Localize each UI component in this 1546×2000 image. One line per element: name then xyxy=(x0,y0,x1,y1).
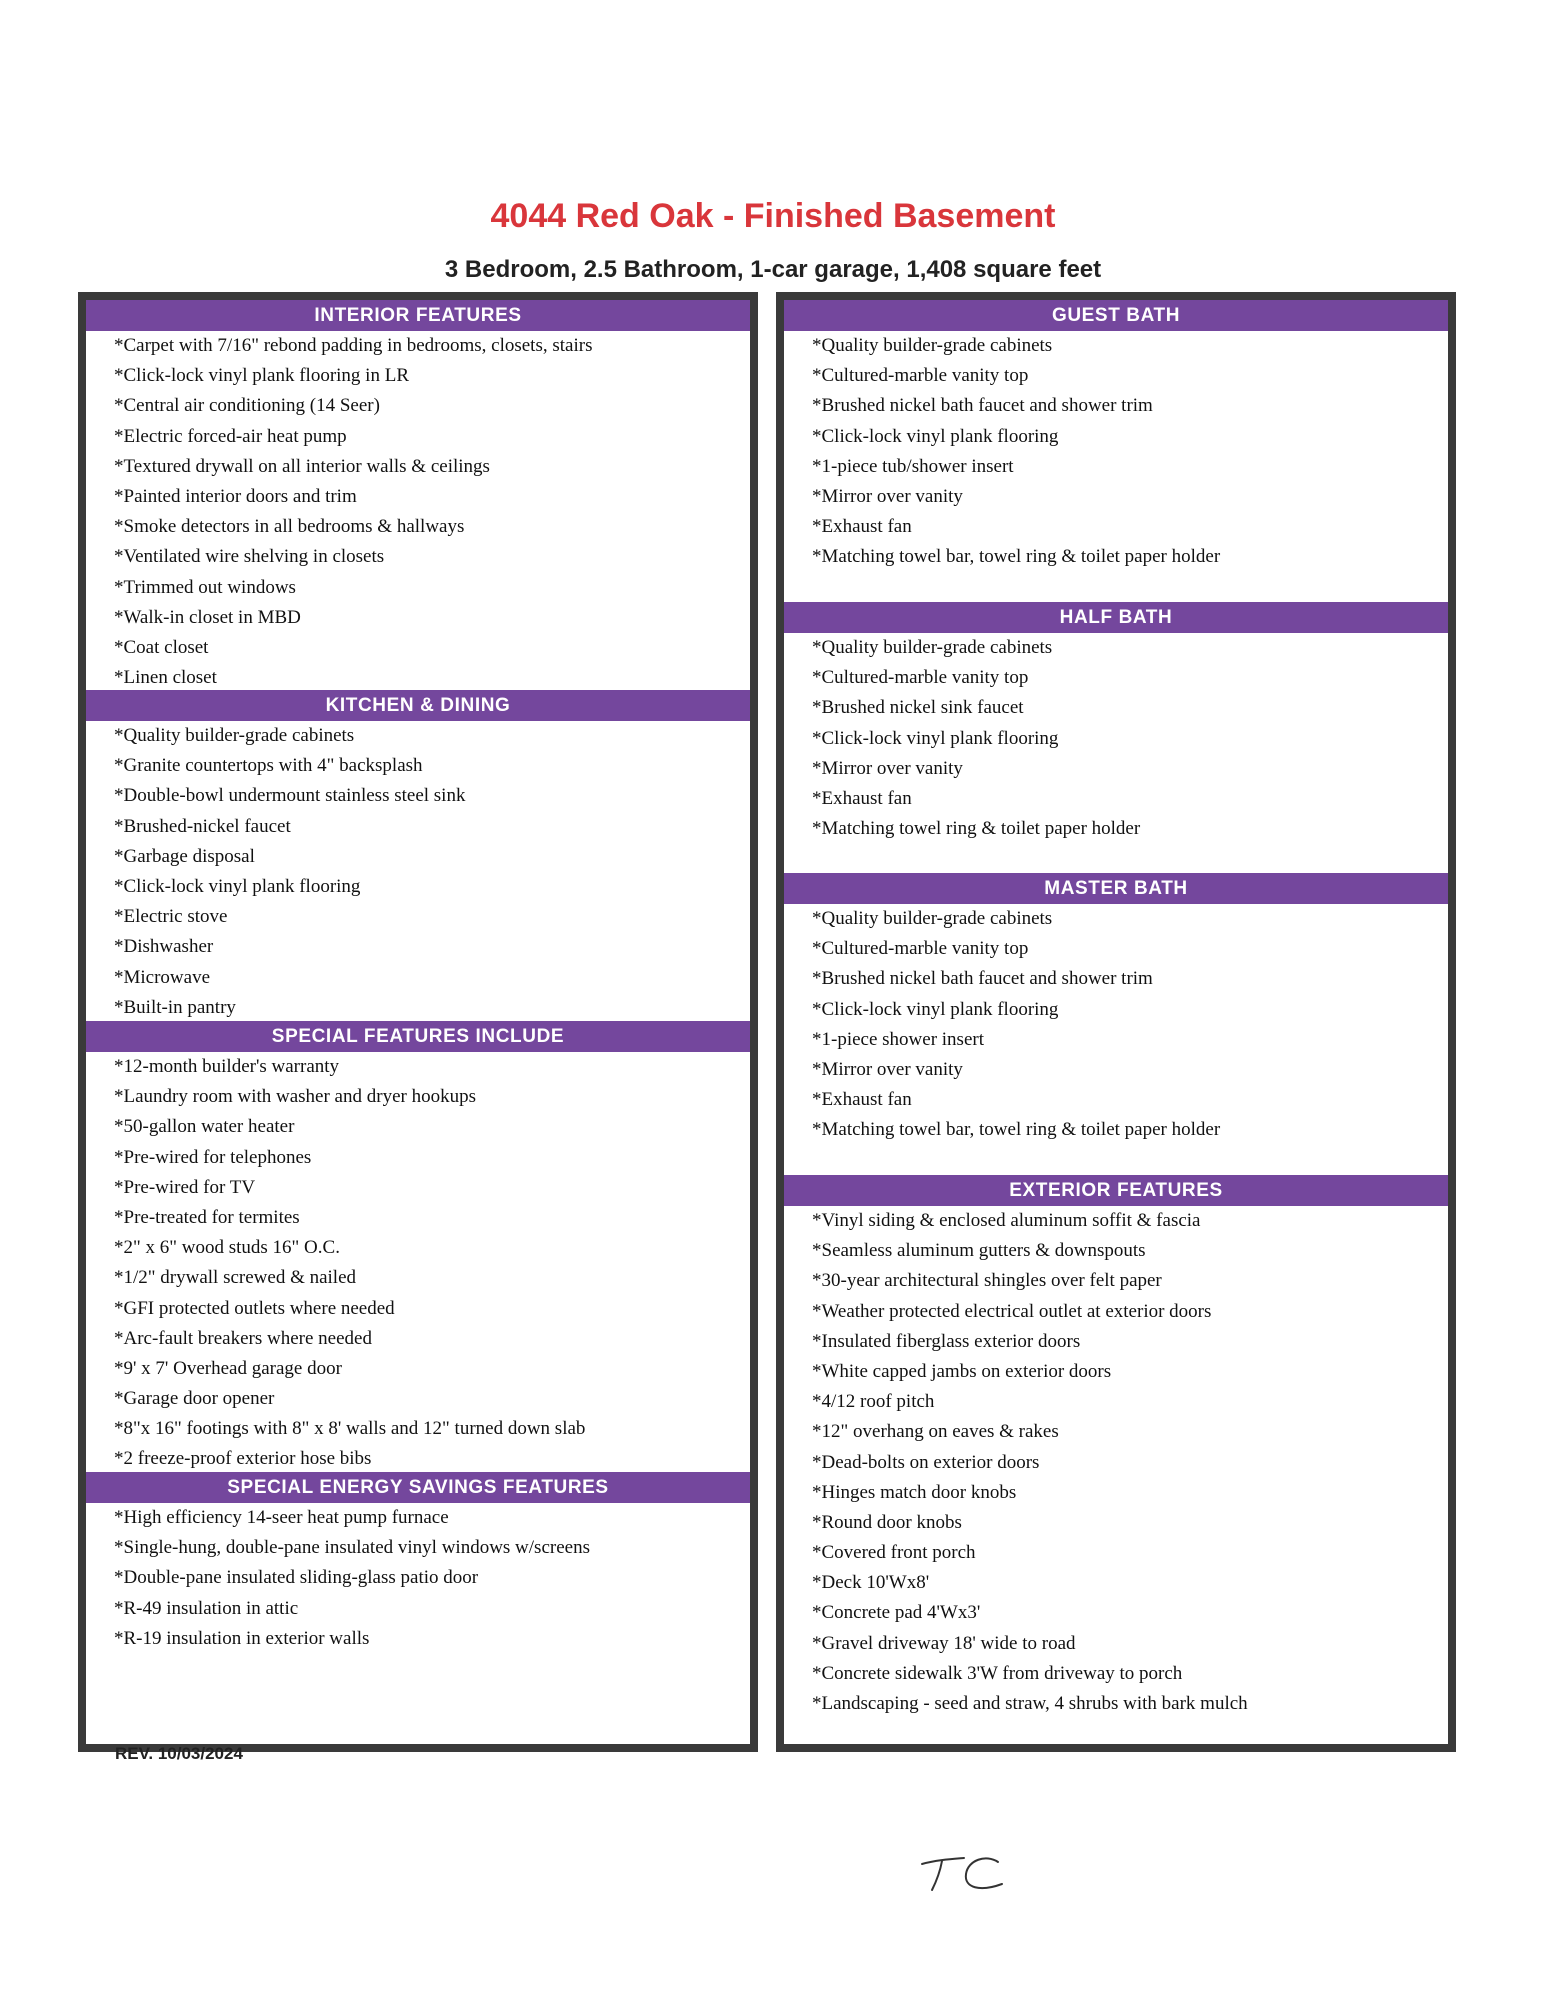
feature-item: *Smoke detectors in all bedrooms & hallways xyxy=(114,516,465,538)
feature-item: *50-gallon water heater xyxy=(114,1116,295,1138)
feature-item: *Click-lock vinyl plank flooring xyxy=(812,425,1059,447)
feature-item: *Matching towel bar, towel ring & toilet paper holder xyxy=(812,546,1221,568)
section-header: KITCHEN & DINING xyxy=(86,690,750,721)
feature-item: *R-19 insulation in exterior walls xyxy=(114,1627,370,1649)
feature-item: *Microwave xyxy=(114,966,211,988)
section-header: INTERIOR FEATURES xyxy=(86,300,750,331)
feature-item: *Mirror over vanity xyxy=(812,485,963,507)
feature-item: *Dead-bolts on exterior doors xyxy=(812,1451,1040,1473)
feature-item: *4/12 roof pitch xyxy=(812,1391,935,1413)
feature-item: *GFI protected outlets where needed xyxy=(114,1297,395,1319)
feature-item: *1/2" drywall screwed & nailed xyxy=(114,1267,357,1289)
left-features-panel xyxy=(78,292,758,1752)
feature-list xyxy=(784,633,1448,844)
feature-list xyxy=(784,904,1448,1146)
feature-item: *Coat closet xyxy=(114,636,209,658)
feature-item: *Quality builder-grade cabinets xyxy=(812,908,1053,929)
feature-list xyxy=(86,1052,750,1475)
feature-item: *Mirror over vanity xyxy=(812,757,963,779)
feature-item: *30-year architectural shingles over felt paper xyxy=(812,1270,1162,1292)
feature-item: *Textured drywall on all interior walls & ceilings xyxy=(114,455,490,477)
feature-item: *Pre-wired for TV xyxy=(114,1176,256,1198)
section xyxy=(784,300,1448,573)
feature-list xyxy=(784,1206,1448,1719)
page-title: 4044 Red Oak - Finished Basement xyxy=(490,197,1056,235)
feature-list xyxy=(784,331,1448,573)
feature-item: *Brushed nickel bath faucet and shower trim xyxy=(812,395,1153,417)
feature-item: *Built-in pantry xyxy=(114,996,236,1018)
feature-item: *Single-hung, double-pane insulated vinyl windows w/screens xyxy=(114,1537,590,1559)
feature-item: *Linen closet xyxy=(114,667,217,689)
section-header: GUEST BATH xyxy=(784,300,1448,331)
section xyxy=(86,1021,750,1475)
feature-item: *Walk-in closet in MBD xyxy=(114,606,301,628)
feature-list xyxy=(86,721,750,1023)
feature-item: *Pre-treated for termites xyxy=(114,1206,300,1228)
feature-item: *Pre-wired for telephones xyxy=(114,1146,312,1168)
feature-item: *Mirror over vanity xyxy=(812,1058,963,1080)
section xyxy=(784,1175,1448,1719)
feature-item: *Quality builder-grade cabinets xyxy=(114,725,355,746)
handwritten-initials-signature xyxy=(918,1850,1008,1900)
feature-item: *Cultured-marble vanity top xyxy=(812,667,1029,689)
feature-item: *1-piece shower insert xyxy=(812,1028,984,1050)
feature-item: *2" x 6" wood studs 16" O.C. xyxy=(114,1237,340,1259)
feature-item: *12" overhang on eaves & rakes xyxy=(812,1421,1059,1443)
feature-list xyxy=(86,1503,750,1654)
feature-item: *Exhaust fan xyxy=(812,787,912,809)
feature-item: *Central air conditioning (14 Seer) xyxy=(114,395,380,417)
feature-item: *9' x 7' Overhead garage door xyxy=(114,1357,342,1379)
feature-item: *Landscaping - seed and straw, 4 shrubs with bark mulch xyxy=(812,1693,1248,1714)
right-features-panel xyxy=(776,292,1456,1752)
feature-item: *Arc-fault breakers where needed xyxy=(114,1327,372,1349)
feature-item: *Concrete pad 4'Wx3' xyxy=(812,1602,981,1624)
feature-item: *2 freeze-proof exterior hose bibs xyxy=(114,1448,372,1470)
section-header: HALF BATH xyxy=(784,602,1448,633)
feature-item: *Insulated fiberglass exterior doors xyxy=(812,1330,1081,1352)
section-header: EXTERIOR FEATURES xyxy=(784,1175,1448,1206)
feature-item: *Gravel driveway 18' wide to road xyxy=(812,1632,1076,1654)
section xyxy=(784,602,1448,844)
page-subtitle: 3 Bedroom, 2.5 Bathroom, 1-car garage, 1,408 square feet xyxy=(444,256,1102,283)
feature-item: *Painted interior doors and trim xyxy=(114,485,357,507)
feature-item: *Exhaust fan xyxy=(812,516,912,538)
feature-item: *Hinges match door knobs xyxy=(812,1481,1017,1503)
feature-item: *Click-lock vinyl plank flooring xyxy=(812,998,1059,1020)
feature-item: *Garage door opener xyxy=(114,1388,275,1410)
feature-item: *Covered front porch xyxy=(812,1542,976,1564)
feature-item: *Electric forced-air heat pump xyxy=(114,425,347,447)
feature-item: *8"x 16" footings with 8" x 8' walls and 12" turned down slab xyxy=(114,1418,586,1440)
section xyxy=(86,690,750,1023)
feature-item: *Matching towel bar, towel ring & toilet paper holder xyxy=(812,1119,1221,1141)
feature-item: *Double-bowl undermount stainless steel sink xyxy=(114,785,466,807)
feature-list xyxy=(86,331,750,693)
feature-item: *Carpet with 7/16" rebond padding in bedrooms, closets, stairs xyxy=(114,335,593,356)
feature-item: *Round door knobs xyxy=(812,1511,962,1533)
feature-item: *Click-lock vinyl plank flooring in LR xyxy=(114,365,409,387)
feature-item: *Exhaust fan xyxy=(812,1089,912,1111)
feature-item: *Click-lock vinyl plank flooring xyxy=(812,727,1059,749)
feature-item: *Cultured-marble vanity top xyxy=(812,365,1029,387)
section-header: SPECIAL ENERGY SAVINGS FEATURES xyxy=(86,1472,750,1503)
feature-item: *Quality builder-grade cabinets xyxy=(812,335,1053,356)
feature-item: *Deck 10'Wx8' xyxy=(812,1572,930,1594)
feature-item: *Concrete sidewalk 3'W from driveway to porch xyxy=(812,1662,1183,1684)
feature-item: *Brushed nickel sink faucet xyxy=(812,697,1024,719)
feature-item: *1-piece tub/shower insert xyxy=(812,455,1014,477)
feature-item: *Laundry room with washer and dryer hookups xyxy=(114,1086,476,1108)
feature-item: *Weather protected electrical outlet at exterior doors xyxy=(812,1300,1212,1322)
feature-item: *White capped jambs on exterior doors xyxy=(812,1360,1112,1382)
feature-item: *R-49 insulation in attic xyxy=(114,1597,299,1619)
feature-item: *Cultured-marble vanity top xyxy=(812,938,1029,960)
feature-item: *Quality builder-grade cabinets xyxy=(812,637,1053,658)
section-header: SPECIAL FEATURES INCLUDE xyxy=(86,1021,750,1052)
feature-item: *Click-lock vinyl plank flooring xyxy=(114,875,361,897)
feature-item: *Double-pane insulated sliding-glass patio door xyxy=(114,1567,479,1589)
feature-item: *Brushed nickel bath faucet and shower trim xyxy=(812,968,1153,990)
revision-date: REV. 10/03/2024 xyxy=(115,1744,243,1763)
feature-item: *Ventilated wire shelving in closets xyxy=(114,546,385,568)
feature-item: *Vinyl siding & enclosed aluminum soffit & fascia xyxy=(812,1210,1201,1231)
feature-item: *Dishwasher xyxy=(114,936,214,958)
feature-item: *Brushed-nickel faucet xyxy=(114,815,291,837)
section xyxy=(86,300,750,693)
feature-item: *High efficiency 14-seer heat pump furnace xyxy=(114,1507,449,1528)
feature-item: *Trimmed out windows xyxy=(114,576,296,598)
section xyxy=(784,873,1448,1146)
feature-item: *Granite countertops with 4" backsplash xyxy=(114,755,423,777)
section-header: MASTER BATH xyxy=(784,873,1448,904)
feature-item: *Matching towel ring & toilet paper holder xyxy=(812,818,1141,840)
feature-item: *Garbage disposal xyxy=(114,845,255,867)
feature-item: *12-month builder's warranty xyxy=(114,1056,340,1077)
feature-item: *Seamless aluminum gutters & downspouts xyxy=(812,1240,1146,1262)
section xyxy=(86,1472,750,1654)
feature-item: *Electric stove xyxy=(114,906,228,928)
